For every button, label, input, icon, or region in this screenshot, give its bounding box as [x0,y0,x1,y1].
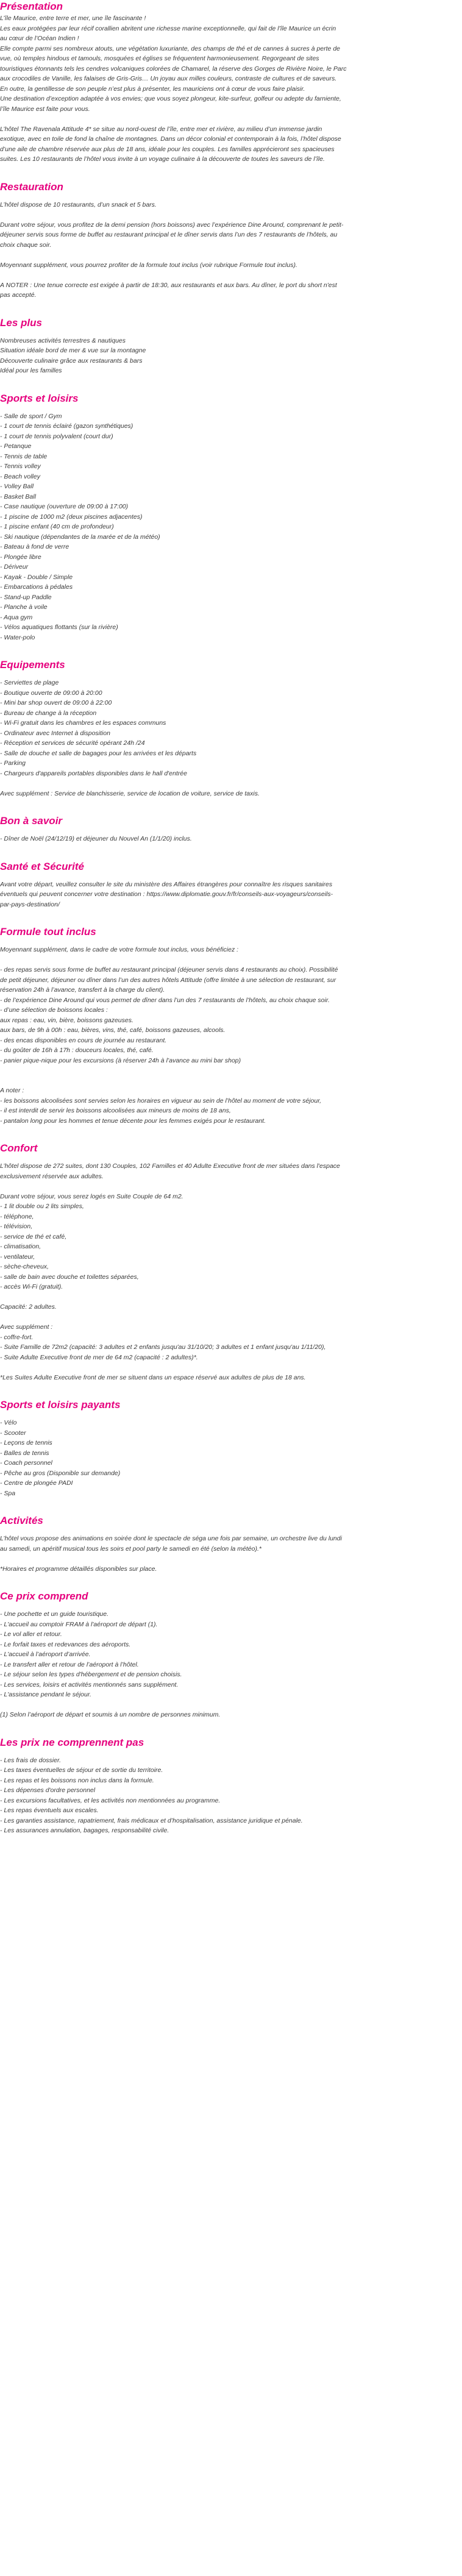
list-item: - Spa [0,1489,16,1497]
list-item: - téléphone, [0,1212,34,1220]
text-line: L’hôtel vous propose des animations en soirée dont le spectacle de séga une fois par semaine, un orchestre live du lundi [0,1535,342,1542]
text-line: Une destination d’exception adaptée à vos envies; que vous soyez plongeur, kite-surfeur, golfeur ou adepte du farniente, [0,95,341,102]
list-item: - Scooter [0,1429,26,1437]
section-title-sports-loisirs: Sports et loisirs [0,392,79,404]
text-line: par-pays-destination/ [0,900,60,908]
text-line: L’île Maurice, entre terre et mer, une île fascinante ! [0,15,146,22]
text-line: aux bars, de 9h à 00h : eau, bières, vins, thé, café, boissons gazeuses, alcools. [0,1026,226,1034]
text-line: - du goûter de 16h à 17h : douceurs locales, thé, café. [0,1047,154,1054]
section-title-sante-securite: Santé et Sécurité [0,860,84,872]
list-item: - Centre de plongée PADI [0,1479,73,1487]
section-sante-securite [0,860,458,910]
list-item: - Le forfait taxes et redevances des aéroports. [0,1640,131,1648]
list-item: - Bureau de change à la réception [0,709,97,717]
list-item: - Réception et services de sécurité opérant 24h /24 [0,739,145,747]
list-item: - L'assistance pendant le séjour. [0,1691,91,1698]
section-sports-loisirs [0,392,458,643]
text-line: au cœur de l’Océan Indien ! [0,35,79,42]
text-line: - d’une sélection de boissons locales : [0,1006,108,1014]
blank-line [0,1362,458,1373]
list-item: - Water-polo [0,633,35,641]
list-item: - Salle de douche et salle de bagages pour les arrivées et les départs [0,749,197,757]
text-line: - pantalon long pour les hommes et tenue décente pour les femmes exigés pour le restaurant. [0,1117,266,1125]
text-line: Moyennant supplément, vous pourrez profiter de la formule tout inclus (voir rubrique Formule tout inclus). [0,261,297,269]
blank-line [0,1554,458,1564]
list-item: - Plongée libre [0,553,41,561]
section-title-presentation: Présentation [0,1,63,12]
text-line: Les eaux protégées par leur récif corallien abritent une richesse marine exceptionnelle, qui fait de l'île Maurice un écrin [0,24,336,32]
blank-line [0,1181,458,1192]
text-line: exotique, avec en toile de fond la chaîne de montagnes. Dans un décor colonial et contemporain à la fois, l’hôtel dispose [0,135,341,143]
list-item: - 1 piscine enfant (40 cm de profondeur) [0,523,114,530]
blank-line [0,1700,458,1710]
section-les-plus [0,316,458,376]
list-item: - sèche-cheveux, [0,1263,49,1270]
text-line: suites. Les 10 restaurants de l’hôtel vous invite à un voyage culinaire à la découverte de toutes les saveurs de l’île. [0,155,325,163]
list-item: - Suite Adulte Executive front de mer de 64 m2 (capacité : 2 adultes)*. [0,1353,198,1361]
list-item: - Mini bar shop ouvert de 09:00 à 22:00 [0,699,112,706]
list-item: - coffre-fort. [0,1333,34,1341]
text-line: Avec supplément : Service de blanchisserie, service de location de voiture, service de taxis. [0,789,260,797]
section-title-equipements: Equipements [0,659,65,671]
text-line: au samedi, un apéritif musical tous les soirs et pool party le samedi en été (selon la météo).* [0,1545,261,1553]
list-item: - Kayak - Double / Simple [0,573,73,581]
section-body-ce-prix-comprend [0,1609,458,1720]
list-item: - Planche à voile [0,603,48,611]
list-item: - Le vol aller et retour. [0,1631,62,1638]
list-item: - salle de bain avec douche et toilettes séparées, [0,1273,139,1281]
text-line: L’hôtel dispose de 272 suites, dont 130 Couples, 102 Familles et 40 Adulte Executive front de mer situées dans l'espace [0,1162,340,1170]
text-line: touristiques étonnants tels les cendres volcaniques colorées de Chamarel, la réserve des Gorges de Rivière Noire, le Parc [0,65,347,73]
list-item: - Basket Ball [0,493,36,500]
list-item: - Les dépenses d'ordre personnel [0,1787,96,1794]
section-confort [0,1142,458,1382]
section-body-sante-securite [0,880,458,910]
list-item: - Les assurances annulation, bagages, responsabilité civile. [0,1827,169,1834]
text-line: Elle compte parmi ses nombreux atouts, une végétation luxuriante, des champs de thé et de cannes à sucres à perte de [0,44,340,52]
text-line: pas accepté. [0,291,37,299]
section-title-les-plus: Les plus [0,316,42,329]
section-restauration [0,180,458,301]
list-item: - Petanque [0,443,32,450]
list-item: - Les repas éventuels aux escales. [0,1807,99,1814]
list-item: - Pêche au gros (Disponible sur demande) [0,1469,121,1477]
section-ce-prix-comprend [0,1590,458,1720]
blank-line [0,1066,458,1076]
section-body-les-plus [0,336,458,376]
list-item: Situation idéale bord de mer & vue sur la montagne [0,347,146,354]
text-line: vue, où temples hindous et tamouls, mosquées et églises se fréquentent harmonieusement. Regorgeant de sites [0,55,319,62]
list-item: - 1 lit double ou 2 lits simples, [0,1203,84,1210]
list-item: - accès Wi-Fi (gratuit). [0,1283,63,1290]
list-item: - Wi-Fi gratuit dans les chambres et les espaces communs [0,719,166,727]
text-line: A NOTER : Une tenue correcte est exigée à partir de 18:30, aux restaurants et aux bars. Au dîner, le port du short n'est [0,281,337,289]
text-line: l’île Maurice est faite pour vous. [0,105,90,113]
list-item: - Balles de tennis [0,1449,49,1457]
list-item: - Les services, loisirs et activités mentionnés sans supplément. [0,1681,179,1688]
text-line: Durant votre séjour, vous profitez de la demi pension (hors boissons) avec l’expérience Dine Around, comprenant le petit- [0,221,344,229]
text-line: aux crocodiles de Vanille, les falaises de Gris-Gris… Un joyau aux milles couleurs, contraste de cultures et de saveurs. [0,75,337,82]
section-equipements [0,658,458,799]
text-line: - il est interdit de servir les boissons alcoolisées aux mineurs de moins de 18 ans, [0,1107,231,1114]
list-item: - Tennis volley [0,463,41,470]
section-title-sports-loisirs-payants: Sports et loisirs payants [0,1399,121,1411]
blank-line [0,1076,458,1086]
list-item: - Suite Famille de 72m2 (capacité: 3 adultes et 2 enfants jusqu'au 31/10/20; 3 adultes et 1 enfant jusqu'au 1/11/20), [0,1343,326,1351]
list-item: - Embarcations à pédales [0,583,73,591]
section-body-bon-a-savoir [0,834,458,844]
list-item: - Chargeurs d'appareils portables disponibles dans le hall d'entrée [0,769,187,777]
section-activites [0,1514,458,1574]
text-line: *Les Suites Adulte Executive front de mer se situent dans un espace réservé aux adultes de plus de 18 ans. [0,1373,306,1381]
section-ne-comprennent-pas [0,1736,458,1836]
text-line: Durant votre séjour, vous serez logés en Suite Couple de 64 m2. [0,1192,183,1200]
section-bon-a-savoir [0,814,458,844]
section-body-activites [0,1534,458,1574]
section-body-sports-loisirs-payants [0,1418,458,1498]
list-item: - Le transfert aller et retour de l’aéroport à l’hôtel. [0,1660,139,1668]
list-item: - 1 court de tennis polyvalent (court dur) [0,432,113,440]
section-title-restauration: Restauration [0,180,63,193]
list-item: - Salle de sport / Gym [0,412,62,420]
list-item: - Bateau à fond de verre [0,543,69,550]
text-line: - panier pique-nique pour les excursions (à réserver 24h à l’avance au mini bar shop) [0,1056,241,1064]
list-item: - Coach personnel [0,1459,52,1467]
section-title-ne-comprennent-pas: Les prix ne comprennent pas [0,1736,144,1748]
list-item: - Case nautique (ouverture de 09:00 à 17:00) [0,503,129,510]
blank-line [0,955,458,966]
text-line: Capacité: 2 adultes. [0,1303,57,1311]
list-item: - Parking [0,760,26,767]
text-line: Avant votre départ, veuillez consulter le site du ministère des Affaires étrangères pour connaître les risques sanitaires [0,880,333,888]
section-presentation [0,0,458,165]
text-line: - des encas disponibles en cours de journée au restaurant. [0,1036,167,1044]
list-item: - Les excursions facultatives, et les activités non mentionnées au programme. [0,1796,221,1804]
text-line: déjeuner servis sous forme de buffet au restaurant principal et le dîner servis dans l’un des 7 restaurants de l’hôtels, au [0,231,338,238]
footnote: (1) Selon l’aéroport de départ et soumis à un nombre de personnes minimum. [0,1711,221,1718]
list-item: - Une pochette et un guide touristique. [0,1610,109,1618]
list-item: - télévision, [0,1223,33,1230]
list-item: - Les frais de dossier. [0,1756,61,1764]
list-item: - Boutique ouverte de 09:00 à 20:00 [0,689,102,697]
text-line: d’une aile de chambre réservée aux plus de 18 ans, idéale pour les couples. Les familles apprécieront ses spacieuses [0,145,335,153]
list-item: - ventilateur, [0,1253,35,1261]
list-item: Idéal pour les familles [0,367,62,374]
section-title-activites: Activités [0,1515,43,1526]
list-item: - 1 piscine de 1000 m2 (deux piscines adjacentes) [0,513,143,521]
list-item: - Les garanties assistance, rapatriement, frais médicaux et d’hospitalisation, assistance juridique et pénale. [0,1816,303,1824]
text-line: *Horaires et programme détaillés disponibles sur place. [0,1565,157,1573]
text-line: L’hôtel The Ravenala Attitude 4* se situe au nord-ouest de l’île, entre mer et rivière, au milieu d’un immense jardin [0,125,322,133]
section-formule-tout-inclus [0,925,458,1126]
list-item: - Beach volley [0,472,40,480]
section-body-equipements [0,678,458,799]
text-line: A noter : [0,1087,24,1094]
list-item: - Leçons de tennis [0,1439,52,1446]
list-item: - Vélos aquatiques flottants (sur la rivière) [0,624,118,631]
list-item: - Ordinateur avec Internet à disposition [0,729,110,737]
list-item: - Tennis de table [0,452,48,460]
section-title-formule-tout-inclus: Formule tout inclus [0,926,96,938]
section-title-bon-a-savoir: Bon à savoir [0,815,63,827]
list-item: Nombreuses activités terrestres & nautiques [0,336,126,344]
list-item: - Dériveur [0,563,29,571]
list-item: - Aqua gym [0,613,33,621]
text-line: En outre, la gentillesse de son peuple n’est plus à présenter, les mauriciens ont à cœur de vous faire plaisir. [0,85,305,93]
list-item: - Ski nautique (dépendantes de la marée et de la météo) [0,533,160,541]
list-item: - Vélo [0,1419,17,1426]
blank-line [0,270,458,280]
text-line: réservation 24h à l’avance, transfert à la charge du client). [0,986,165,994]
text-line: - les boissons alcoolisées sont servies selon les horaires en vigueur au sein de l’hôtel au moment de votre séjour, [0,1097,322,1105]
text-line: exclusivement réservée aux adultes. [0,1172,104,1180]
text-line: - de l’expérience Dine Around qui vous permet de dîner dans l’un des 7 restaurants de l’hôtels, au choix chaque soir. [0,996,330,1004]
list-item: - L'accueil à l’aéroport d’arrivée. [0,1651,91,1658]
section-body-formule-tout-inclus [0,945,458,1126]
text-line: Avec supplément : [0,1323,53,1331]
list-item: - Dîner de Noël (24/12/19) et déjeuner du Nouvel An (1/1/20) inclus. [0,835,192,842]
list-item: - Serviettes de plage [0,679,59,686]
list-item: Découverte culinaire grâce aux restaurants & bars [0,357,143,365]
text-line: L’hôtel dispose de 10 restaurants, d’un snack et 5 bars. [0,201,157,208]
list-item: - climatisation, [0,1243,41,1250]
list-item: - Stand-up Paddle [0,593,52,601]
list-item: - Le séjour selon les types d'hébergement et de pension choisis. [0,1671,182,1678]
section-sports-loisirs-payants [0,1398,458,1498]
blank-line [0,778,458,789]
list-item: - L'accueil au comptoir FRAM à l'aéroport de départ (1). [0,1620,158,1628]
blank-line [0,1312,458,1323]
blank-line [0,210,458,220]
list-item: - 1 court de tennis éclairé (gazon synthétiques) [0,422,133,430]
text-line: - des repas servis sous forme de buffet au restaurant principal (déjeuner servis dans 4 restaurants au choix). Possibilité [0,966,338,973]
section-body-confort [0,1161,458,1382]
blank-line [0,250,458,260]
section-body-ne-comprennent-pas [0,1756,458,1836]
section-body-restauration [0,200,458,301]
blank-line [0,114,458,124]
section-title-ce-prix-comprend: Ce prix comprend [0,1590,88,1602]
list-item: - service de thé et café, [0,1233,67,1240]
list-item: - Volley Ball [0,483,34,490]
text-line: éventuels qui peuvent concerner votre destination : https://www.diplomatie.gouv.fr/fr/conseils-aux-voyageurs/conseils- [0,891,333,898]
blank-line [0,1292,458,1303]
section-body-presentation [0,13,458,165]
text-line: de petit déjeuner, déjeuner ou dîner dans l’un des autres hôtels Attitude (offre limitée à une sélection de restaurant, sur [0,976,336,984]
text-line: choix chaque soir. [0,241,52,249]
section-body-sports-loisirs [0,411,458,643]
section-title-confort: Confort [0,1142,38,1154]
list-item: - Les repas et les boissons non inclus dans la formule. [0,1776,154,1784]
list-item: - Les taxes éventuelles de séjour et de sortie du territoire. [0,1767,163,1774]
text-line: Moyennant supplément, dans le cadre de votre formule tout inclus, vous bénéficiez : [0,946,239,953]
text-line: aux repas : eau, vin, bière, boissons gazeuses. [0,1016,133,1024]
